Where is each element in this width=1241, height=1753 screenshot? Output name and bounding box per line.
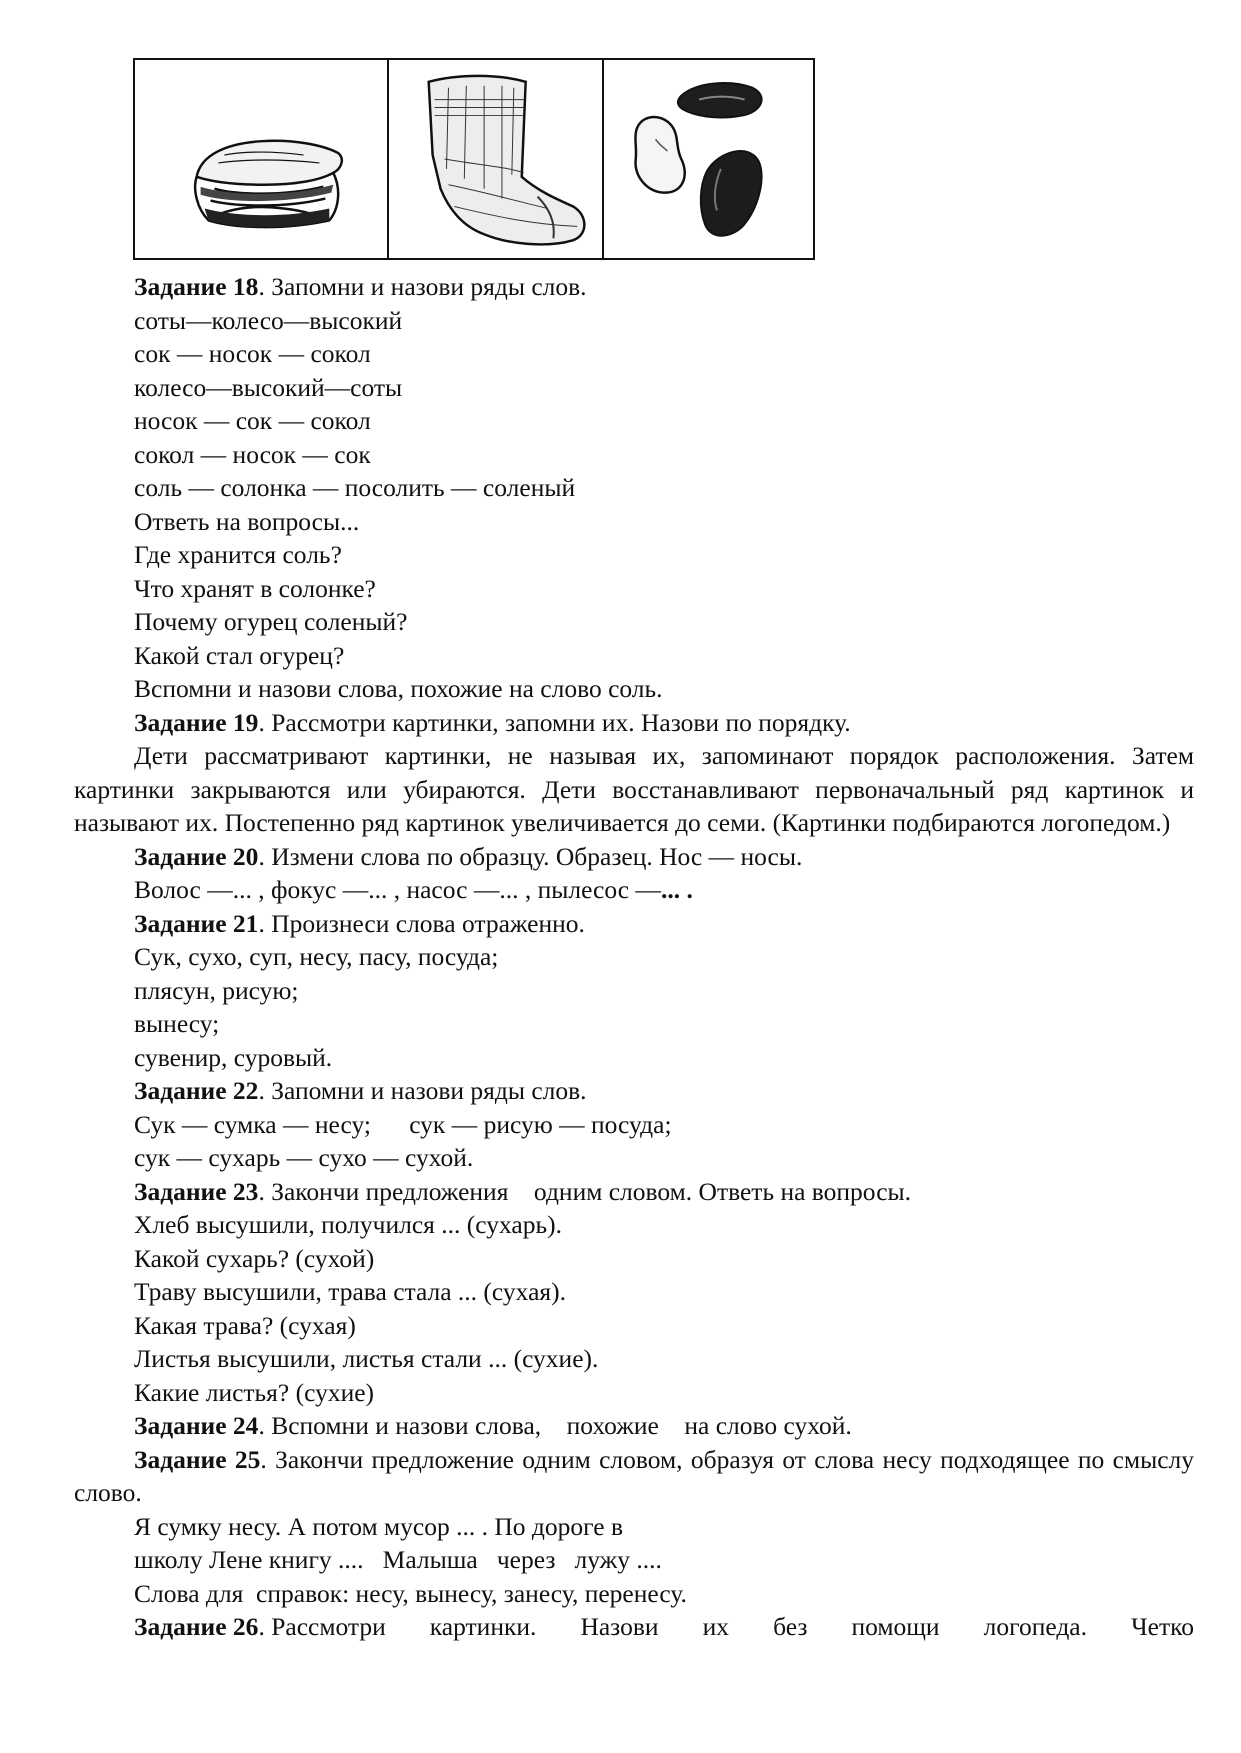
document-body [74, 270, 1194, 1644]
list-item: Сук, сухо, суп, несу, пасу, посуда; [134, 942, 499, 971]
list-item: Какие листья? (сухие) [134, 1377, 375, 1407]
list-item: плясун, рисую; [134, 975, 299, 1005]
beans-drawing [604, 60, 813, 258]
list-item: сокол — носок — сок [134, 439, 371, 469]
list-item: Листья высушили, листья стали ... (сухие). [134, 1344, 599, 1373]
picture-strip [133, 58, 815, 260]
list-item: Какой сухарь? (сухой) [134, 1243, 375, 1273]
list-item: вынесу; [134, 1009, 220, 1038]
list-item: Траву высушили, трава стала ... (сухая). [134, 1277, 566, 1306]
task-19-heading: Задание 19. Рассмотри картинки, запомни их. Назови по порядку. [134, 707, 851, 737]
list-item: сок — носок — сокол [134, 339, 371, 368]
task-label: Задание 22 [134, 1076, 259, 1105]
task-21-heading: Задание 21. Произнеси слова отраженно. [134, 908, 585, 938]
beans-picture [604, 60, 813, 258]
list-item: Вспомни и назови слова, похожие на слово соль. [134, 674, 663, 703]
list-item: Какая трава? (сухая) [134, 1310, 356, 1340]
list-item: Ответь на вопросы... [134, 506, 360, 536]
sock-drawing [389, 60, 602, 258]
task-label: Задание 21 [134, 908, 259, 938]
task-label: Задание 25 [134, 1444, 261, 1474]
list-item: Слова для справок: несу, вынесу, занесу, перенесу. [134, 1578, 687, 1608]
list-item: Я сумку несу. А потом мусор ... . По дороге в [134, 1511, 623, 1541]
task-label: Задание 19 [134, 707, 259, 737]
list-item: школу Лене книгу .... Малыша через лужу .... [134, 1545, 662, 1574]
task-24-heading: Задание 24. Вспомни и назови слова, похожие на слово сухой. [134, 1411, 852, 1440]
task-18-heading: Задание 18. Запомни и назови ряды слов. [134, 272, 587, 301]
list-item: соль — солонка — посолить — соленый [134, 473, 576, 502]
task-19-paragraph: Дети рассматривают картинки, не называя их, запоминают порядок расположения. Затем картинки закрываются или убираются. Дети восстанавливают первоначальный ряд картинок и называют их. Постепенно ряд картинок увеличивается до семи. (Картинки подбираются логопедом.) [74, 741, 1194, 837]
list-item: сувенир, суровый. [134, 1042, 333, 1072]
task-22-heading: Задание 22. Запомни и назови ряды слов. [134, 1076, 587, 1105]
task-label: Задание 18 [134, 272, 259, 301]
task-20-heading: Задание 20. Измени слова по образцу. Образец. Нос — носы. [134, 841, 803, 871]
list-item: Что хранят в солонке? [134, 573, 376, 603]
list-item: Хлеб высушили, получился ... (сухарь). [134, 1210, 562, 1239]
task-23-heading: Задание 23. Закончи предложения одним словом. Ответь на вопросы. [134, 1176, 912, 1206]
sock-picture [389, 60, 604, 258]
list-item: Где хранится соль? [134, 540, 342, 569]
task-25-heading: Задание 25. Закончи предложение одним словом, образуя от слова несу подходящее по смыслу слово. [74, 1444, 1195, 1507]
list-item: соты—колесо—высокий [134, 305, 403, 335]
task-26-heading: Задание 26. Рассмотри картинки. Назови их без помощи логопеда. Четко [134, 1612, 1194, 1641]
task-label: Задание 24 [134, 1411, 259, 1440]
list-item: колесо—высокий—соты [134, 372, 403, 402]
task-label: Задание 23 [134, 1176, 259, 1206]
meat-picture [135, 60, 389, 258]
task-20-line: Волос —... , фокус —... , насос —... , пылесос —... . [134, 875, 693, 904]
meat-drawing [135, 60, 387, 258]
list-item: Какой стал огурец? [134, 640, 345, 670]
list-item: Сук — сумка — несу; сук — рисую — посуда; [134, 1109, 672, 1139]
list-item: Почему огурец соленый? [134, 607, 408, 636]
task-label: Задание 20 [134, 841, 259, 871]
list-item: носок — сок — сокол [134, 406, 371, 435]
task-label: Задание 26 [134, 1612, 259, 1641]
list-item: сук — сухарь — сухо — сухой. [134, 1143, 474, 1172]
